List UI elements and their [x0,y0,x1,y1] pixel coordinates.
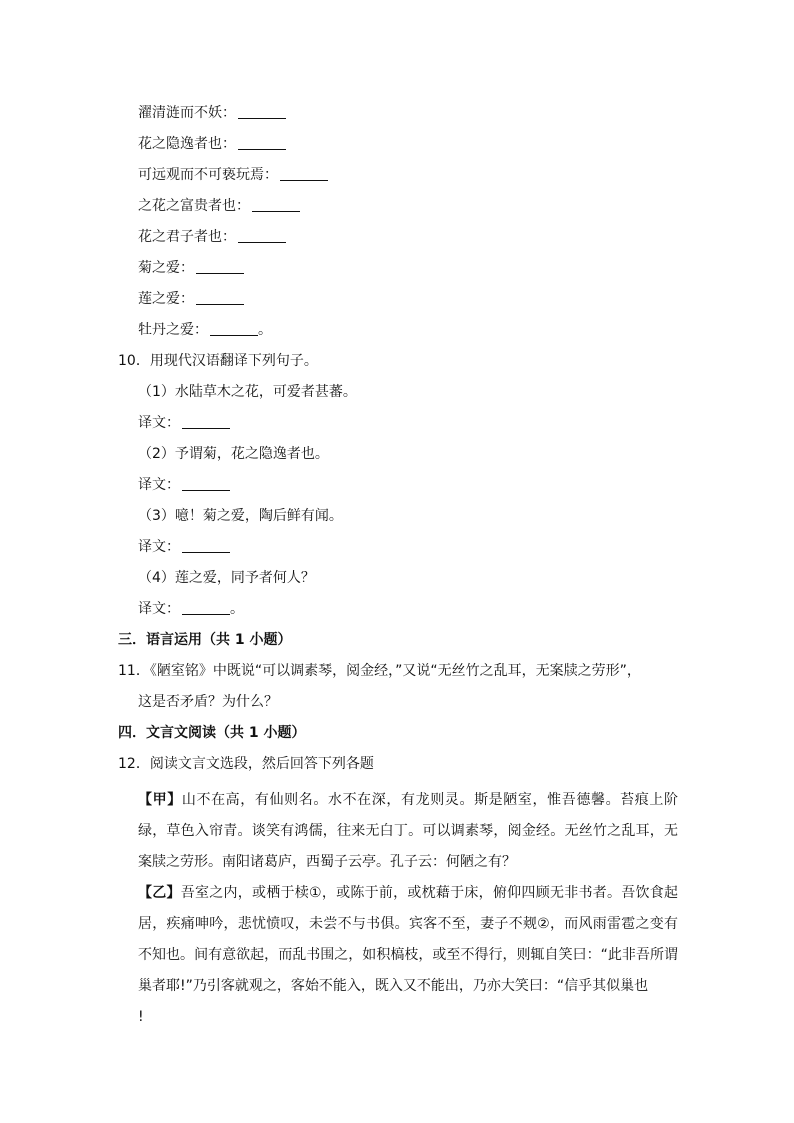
passage-tag: 【乙】 [138,885,181,901]
translation-line: 译文： [138,413,230,433]
answer-blank[interactable] [280,166,328,181]
answer-blank[interactable] [252,197,300,212]
translate-sentence: （1）水陆草木之花，可爱者甚蕃。 [138,384,357,400]
question-title: 10．用现代汉语翻译下列句子。 [118,353,318,369]
pair-item: 花之隐逸者也： [138,134,286,154]
pair-item: 花之君子者也： [138,227,286,247]
pair-item: 可远观而不可亵玩焉： [138,165,328,185]
question-title: 12．阅读文言文选段，然后回答下列各题 [118,756,374,772]
translation-line: 译文： [138,475,230,495]
section-heading: 三．语言运用（共 1 小题） [118,632,292,648]
pair-item: 濯清涟而不妖： [138,103,286,123]
translation-line: 译文： [138,537,230,557]
pair-item: 之花之富贵者也： [138,196,300,216]
pair-item: 菊之爱： [138,258,244,278]
answer-blank[interactable] [238,135,286,150]
answer-blank[interactable] [182,414,230,429]
answer-blank[interactable] [196,259,244,274]
answer-blank[interactable] [182,538,230,553]
answer-blank[interactable] [182,600,230,615]
translate-sentence: （4）莲之爱，同予者何人？ [138,570,315,586]
translate-sentence: （3）噫！菊之爱，陶后鲜有闻。 [138,508,343,524]
answer-blank[interactable] [238,104,286,119]
question-text: 11．《陋室铭》中既说“可以调素琴，阅金经，”又说“无丝竹之乱耳，无案牍之劳形”， [118,663,641,679]
translate-sentence: （2）予谓菊，花之隐逸者也。 [138,446,329,462]
pair-item: 牡丹之爱： 。 [138,322,272,338]
question-text: 这是否矛盾？为什么？ [138,694,278,710]
section-heading: 四．文言文阅读（共 1 小题） [118,725,306,741]
translation-line: 译文： 。 [138,601,244,617]
answer-blank[interactable] [238,228,286,243]
passage-yi: 【乙】吾室之内，或栖于椟①，或陈于前，或枕藉于床，俯仰四顾无非书者。吾饮食起居，疾痛呻吟，悲忧愤叹，未尝不与书俱。宾客不至，妻子不觌②，而风雨雷雹之变有不知也。间有意欲起，而乱书围之，如积槁枝，或至不得行，则辄自笑曰：“此非吾所谓巢者耶!”乃引客就观之，客始不能入，既入又不能出，乃亦大笑曰：“信乎其似巢也 ! [138,885,678,1025]
passage-tag: 【甲】 [138,792,182,808]
pair-item: 莲之爱： [138,289,244,309]
answer-blank[interactable] [182,476,230,491]
passage-jia: 【甲】山不在高，有仙则名。水不在深，有龙则灵。斯是陋室，惟吾德馨。苔痕上阶绿，草色入帘青。谈笑有鸿儒，往来无白丁。可以调素琴，阅金经。无丝竹之乱耳，无案牍之劳形。南阳诸葛庐，西蜀子云亭。孔子云：何陋之有？ [138,792,679,870]
answer-blank[interactable] [210,321,258,336]
answer-blank[interactable] [196,290,244,305]
